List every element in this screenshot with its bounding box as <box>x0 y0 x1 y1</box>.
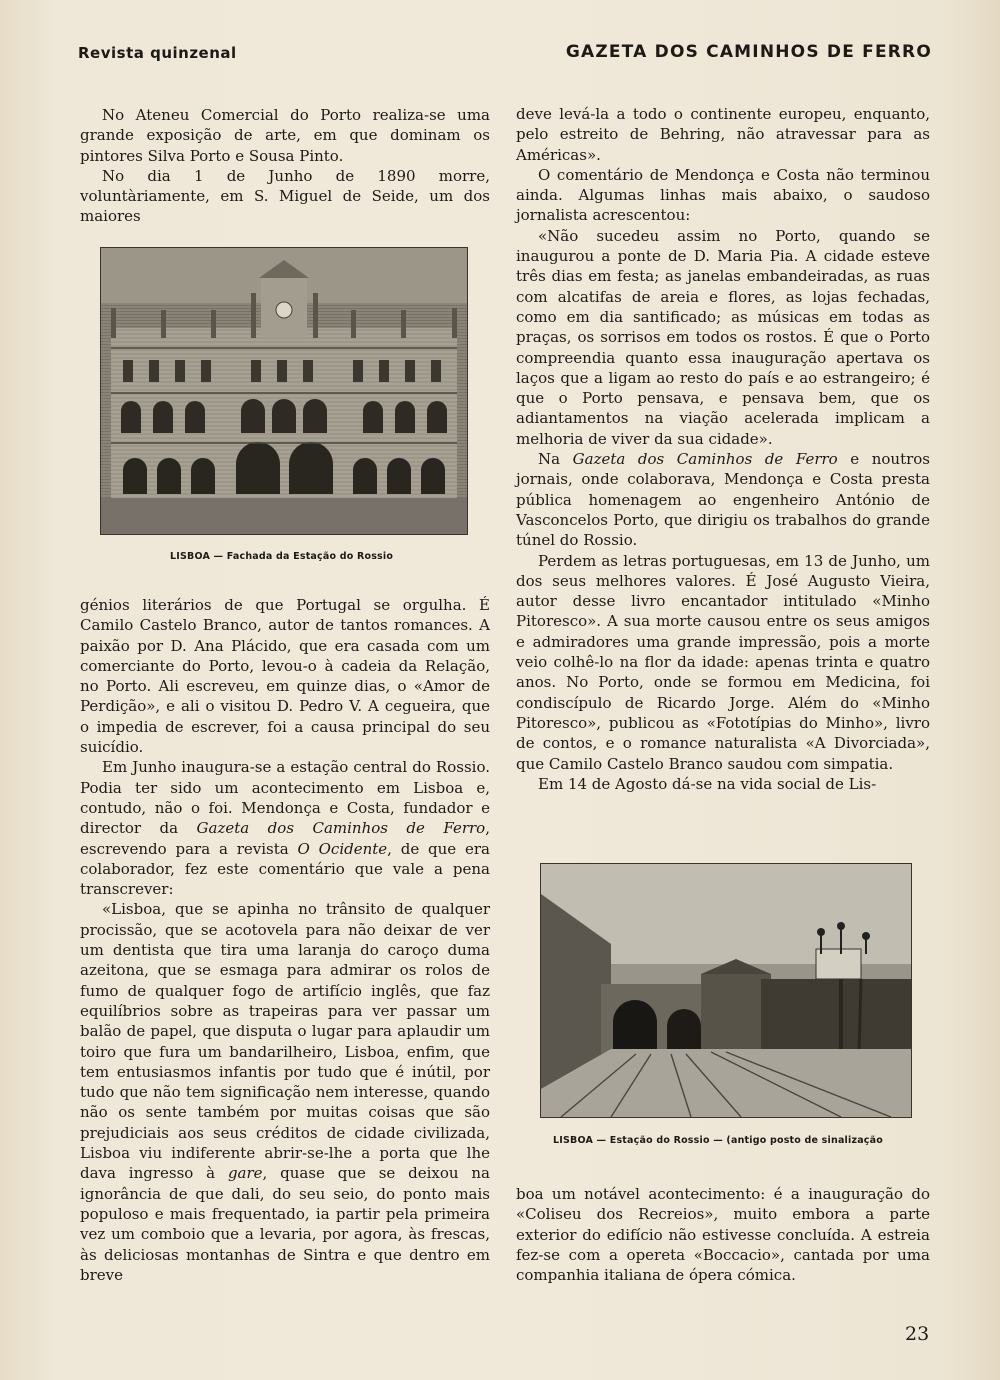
paragraph: Em 14 de Agosto dá-se na vida social de Lis- <box>538 774 877 793</box>
paragraph: Na Gazeta dos Caminhos de Ferro e noutros jornais, onde colaborava, Mendonça e Costa presta pública homenagem ao engenheiro António de Vasconcelos Porto, que dirigiu os trabalhos do grande túnel do Rossio. <box>516 450 930 550</box>
right-column-top <box>516 104 930 794</box>
paragraph: No dia 1 de Junho de 1890 morre, voluntàriamente, em S. Miguel de Seide, um dos maiores <box>80 166 490 226</box>
paragraph: Perdem as letras portuguesas, em 13 de Junho, um dos seus melhores valores. É José Augusto Vieira, autor desse livro encantador intitulado «Minho Pitoresco». A sua morte causou entre os seus amigos e admiradores uma grande impressão, pois a morte veio colhê-lo na flor da idade: apenas trinta e quatro anos. No Porto, onde se formou em Medicina, foi condiscípulo de Ricardo Jorge. Além do «Minho Pitoresco», publicou as «Fototípias do Minho», livro de contos, e o romance naturalista «A Divorciada», que Camilo Castelo Branco saudou com simpatia. <box>516 551 930 773</box>
rossio-facade-engraving <box>100 247 468 535</box>
figure-caption: LISBOA — Fachada da Estação do Rossio <box>170 551 394 562</box>
page-number: 23 <box>905 1323 930 1345</box>
running-header-right: GAZETA DOS CAMINHOS DE FERRO <box>565 42 932 62</box>
left-column-bottom <box>80 595 490 1285</box>
rossio-signal-post-photo <box>540 863 912 1118</box>
running-header-left: Revista quinzenal <box>78 44 237 62</box>
paragraph: génios literários de que Portugal se orgulha. É Camilo Castelo Branco, autor de tantos romances. A paixão por D. Ana Plácido, que era casada com um comerciante do Porto, levou-o à cadeia da Relação, no Porto. Ali escreveu, em quinze dias, o «Amor de Perdição», e ali o visitou D. Pedro V. A cegueira, que o impedia de escrever, foi a causa principal do seu suicídio. <box>80 596 490 757</box>
paragraph: «Lisboa, que se apinha no trânsito de qualquer procissão, que se acotovela para não deixar de ver um dentista que tira uma laranja do caroço duma azeitona, que se esmaga para admirar os rolos de fumo de qualquer fogo de artifício inglês, que faz equilíbrios sobre as trapeiras para ver passar um balão de papel, que disputa o lugar para aplaudir um toiro que fura um bandarilheiro, Lisboa, enfim, que tem entusiasmos infantis por tudo que é inútil, por tudo que não tem significação nem interesse, quando não os sente também por muitas coisas que são prejudiciais aos seus créditos de cidade civilizada, Lisboa viu indiferente abrir-se-lhe a porta que lhe dava ingresso à gare, quase que se deixou na ignorância de que dali, do seu seio, do ponto mais populoso e mais frequentado, ia partir pela primeira vez um comboio que a levaria, por agora, às frescas, às deliciosas montanhas de Sintra e que dentro em breve <box>80 900 490 1284</box>
paragraph: «Não sucedeu assim no Porto, quando se inaugurou a ponte de D. Maria Pia. A cidade esteve três dias em festa; as janelas embandeiradas, as ruas com alcatifas de areia e flores, as lojas fechadas, como em dia santificado; as músicas em todas as praças, os sorrisos em todos os rostos. É que o Porto compreendia quanto essa inauguração apertava os laços que a ligam ao resto do país e ao estrangeiro; é que o Porto pensava, e pensava bem, que os adiantamentos na viação acelerada implicam a melhoria de viver da sua cidade». <box>516 226 930 448</box>
figure-caption: LISBOA — Estação do Rossio — (antigo posto de sinalização <box>553 1135 883 1146</box>
paragraph: O comentário de Mendonça e Costa não terminou ainda. Algumas linhas mais abaixo, o saudoso jornalista acrescentou: <box>516 165 930 225</box>
paragraph: No Ateneu Comercial do Porto realiza-se uma grande exposição de arte, em que dominam os pintores Silva Porto e Sousa Pinto. <box>80 106 490 165</box>
paragraph: deve levá-la a todo o continente europeu, enquanto, pelo estreito de Behring, não atravessar para as Américas». <box>516 105 930 164</box>
paragraph: Em Junho inaugura-se a estação central do Rossio. Podia ter sido um acontecimento em Lisboa e, contudo, não o foi. Mendonça e Costa, fundador e director da Gazeta dos Caminhos de Ferro, escrevendo para a revista O Ocidente, de que era colaborador, fez este comentário que vale a pena transcrever: <box>80 758 490 899</box>
right-column-bottom <box>516 1184 930 1285</box>
left-column-top <box>80 105 490 227</box>
paragraph: boa um notável acontecimento: é a inauguração do «Coliseu dos Recreios», muito embora a parte exterior do edifício não estivesse concluída. A estreia fez-se com a opereta «Boccacio», cantada por uma companhia italiana de ópera cómica. <box>516 1185 930 1285</box>
